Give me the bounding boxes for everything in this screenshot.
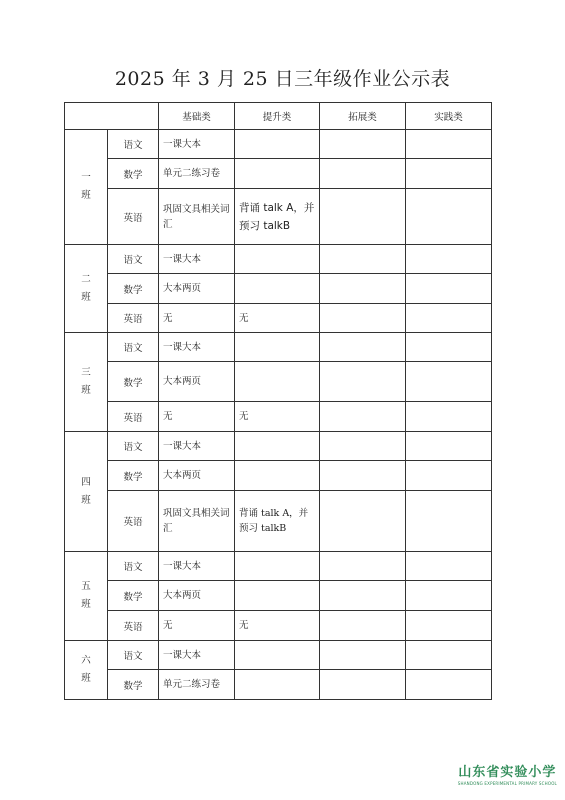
class-name-char: 四	[81, 476, 91, 488]
logo-text-en: SHANDONG EXPERIMENTAL PRIMARY SCHOOL	[457, 781, 557, 786]
class-name-char: 一	[81, 172, 91, 183]
subject-cell: 语文	[108, 130, 159, 159]
extend-cell	[320, 641, 406, 670]
subject-cell: 数学	[108, 670, 159, 700]
class-name-cell	[65, 245, 108, 333]
basic-cell: 单元二练习卷	[159, 159, 235, 189]
class-name-char: 班	[81, 494, 91, 506]
table-row	[65, 189, 492, 245]
class-name-char: 班	[81, 673, 91, 684]
improve-cell	[235, 552, 320, 581]
improve-cell: 无	[235, 304, 320, 333]
practice-cell	[406, 611, 492, 641]
table-row	[65, 461, 492, 491]
table-row	[65, 641, 492, 670]
practice-cell	[406, 304, 492, 333]
table-row	[65, 245, 492, 274]
improve-cell: 无	[235, 611, 320, 641]
subject-cell: 英语	[108, 304, 159, 333]
practice-cell	[406, 362, 492, 402]
extend-cell	[320, 333, 406, 362]
school-logo	[458, 761, 557, 786]
table-row	[65, 552, 492, 581]
table-row	[65, 159, 492, 189]
basic-cell: 一课大本	[159, 552, 235, 581]
subject-cell: 语文	[108, 432, 159, 461]
header-basic: 基础类	[159, 103, 235, 130]
subject-cell: 数学	[108, 274, 159, 304]
extend-cell	[320, 130, 406, 159]
table-row	[65, 304, 492, 333]
table-row	[65, 611, 492, 641]
basic-cell: 一课大本	[159, 333, 235, 362]
practice-cell	[406, 189, 492, 245]
basic-cell: 大本两页	[159, 362, 235, 402]
extend-cell	[320, 304, 406, 333]
table-row	[65, 670, 492, 700]
basic-cell: 无	[159, 402, 235, 432]
basic-cell: 大本两页	[159, 461, 235, 491]
class-name-cell	[65, 130, 108, 245]
basic-cell: 大本两页	[159, 581, 235, 611]
practice-cell	[406, 491, 492, 552]
extend-cell	[320, 159, 406, 189]
improve-cell	[235, 581, 320, 611]
improve-cell	[235, 159, 320, 189]
improve-cell	[235, 362, 320, 402]
extend-cell	[320, 581, 406, 611]
extend-cell	[320, 491, 406, 552]
subject-cell: 英语	[108, 611, 159, 641]
subject-cell: 英语	[108, 189, 159, 245]
practice-cell	[406, 641, 492, 670]
basic-cell: 一课大本	[159, 432, 235, 461]
header-row	[65, 103, 492, 130]
practice-cell	[406, 274, 492, 304]
basic-cell: 无	[159, 611, 235, 641]
improve-cell	[235, 333, 320, 362]
practice-cell	[406, 461, 492, 491]
basic-cell: 巩固文具相关词汇	[159, 491, 235, 552]
basic-cell: 一课大本	[159, 130, 235, 159]
class-name-cell	[65, 641, 108, 700]
improve-cell	[235, 461, 320, 491]
class-name-char: 班	[81, 190, 91, 201]
table-row	[65, 274, 492, 304]
practice-cell	[406, 432, 492, 461]
basic-cell: 大本两页	[159, 274, 235, 304]
practice-cell	[406, 130, 492, 159]
header-practice: 实践类	[406, 103, 492, 130]
practice-cell	[406, 402, 492, 432]
class-name-char: 二	[81, 273, 91, 285]
basic-cell: 无	[159, 304, 235, 333]
table-row	[65, 581, 492, 611]
improve-cell	[235, 432, 320, 461]
extend-cell	[320, 461, 406, 491]
class-name-char: 班	[81, 385, 91, 396]
class-name-char: 六	[81, 655, 91, 666]
class-name-char: 班	[81, 291, 91, 303]
extend-cell	[320, 402, 406, 432]
practice-cell	[406, 670, 492, 700]
class-name-char: 班	[81, 599, 91, 610]
basic-cell: 巩固文具相关词汇	[159, 189, 235, 245]
practice-cell	[406, 552, 492, 581]
class-name-cell	[65, 333, 108, 432]
improve-cell	[235, 274, 320, 304]
improve-cell	[235, 130, 320, 159]
extend-cell	[320, 432, 406, 461]
page-title: 2025 年 3 月 25 日三年级作业公示表	[114, 68, 451, 90]
table-row	[65, 402, 492, 432]
class-name-char: 三	[81, 367, 91, 378]
table-row	[65, 491, 492, 552]
extend-cell	[320, 274, 406, 304]
subject-cell: 数学	[108, 159, 159, 189]
table-row	[65, 432, 492, 461]
extend-cell	[320, 552, 406, 581]
subject-cell: 语文	[108, 333, 159, 362]
basic-cell: 一课大本	[159, 245, 235, 274]
extend-cell	[320, 189, 406, 245]
improve-cell	[235, 670, 320, 700]
practice-cell	[406, 581, 492, 611]
improve-cell	[235, 245, 320, 274]
homework-table	[64, 102, 492, 700]
extend-cell	[320, 670, 406, 700]
subject-cell: 英语	[108, 402, 159, 432]
extend-cell	[320, 611, 406, 641]
class-name-cell	[65, 552, 108, 641]
basic-cell: 单元二练习卷	[159, 670, 235, 700]
improve-cell	[235, 641, 320, 670]
table-row	[65, 333, 492, 362]
practice-cell	[406, 333, 492, 362]
header-improve: 提升类	[235, 103, 320, 130]
basic-cell: 一课大本	[159, 641, 235, 670]
class-name-char: 五	[81, 581, 91, 592]
table-row	[65, 130, 492, 159]
subject-cell: 数学	[108, 362, 159, 402]
class-name-cell	[65, 432, 108, 552]
subject-cell: 语文	[108, 245, 159, 274]
improve-cell: 背诵 talk A，并预习 talkB	[235, 491, 320, 552]
subject-cell: 数学	[108, 581, 159, 611]
practice-cell	[406, 159, 492, 189]
table-row	[65, 362, 492, 402]
extend-cell	[320, 245, 406, 274]
practice-cell	[406, 245, 492, 274]
header-extend: 拓展类	[320, 103, 406, 130]
logo-text-cn: 山东省实验小学	[458, 765, 557, 780]
improve-cell: 无	[235, 402, 320, 432]
improve-cell: 背诵 talk A，并预习 talkB	[235, 189, 320, 245]
subject-cell: 语文	[108, 641, 159, 670]
extend-cell	[320, 362, 406, 402]
subject-cell: 语文	[108, 552, 159, 581]
subject-cell: 数学	[108, 461, 159, 491]
subject-cell: 英语	[108, 491, 159, 552]
header-blank	[65, 103, 159, 130]
